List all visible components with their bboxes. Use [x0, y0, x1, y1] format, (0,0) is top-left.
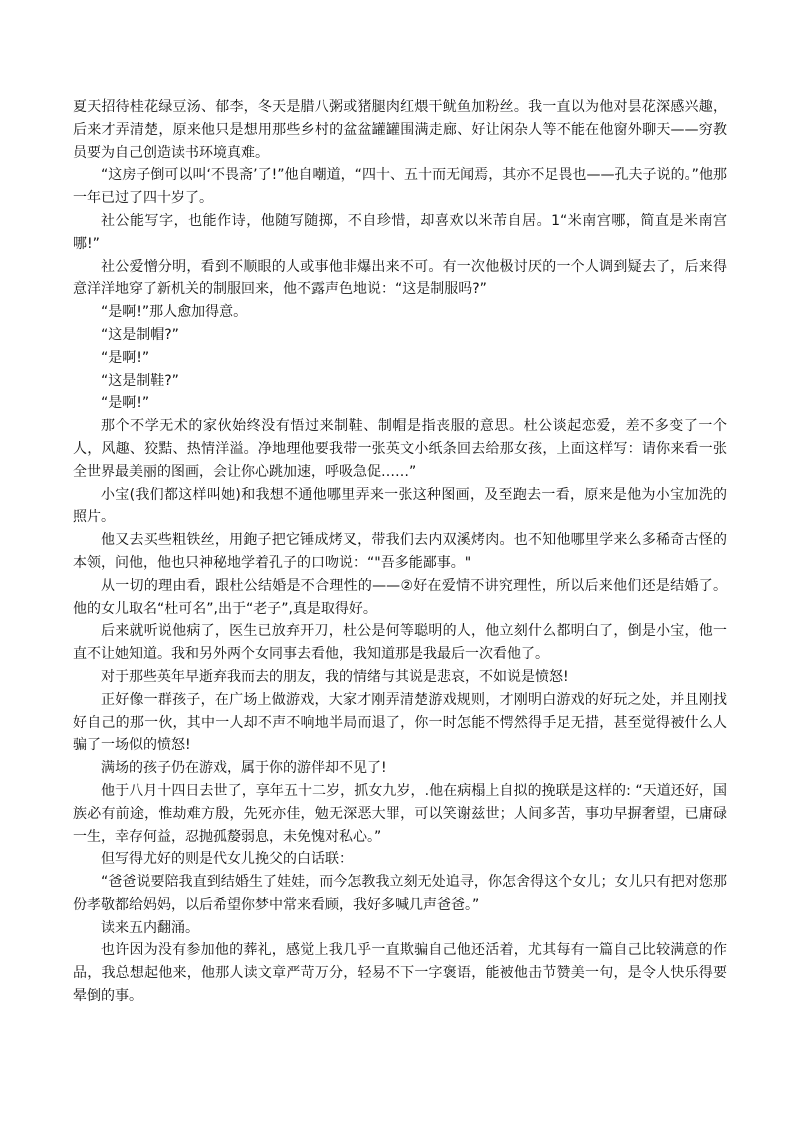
- paragraph-12: 他又去买些粗铁丝，用鉋子把它锤成烤叉，带我们去内双溪烤肉。也不知他哪里学来么多稀奇古怪的本领，问他，他也只神秘地学着孔子的口吻说：“"吾多能鄙事。": [73, 532, 727, 571]
- paragraph-17: 满场的孩子仍在游戏，属于你的游伴却不见了!: [101, 760, 387, 777]
- paragraph-2: “这房子倒可以叫‘不畏斋’了!”他自嘲道，“四十、五十而无闻焉，其亦不足畏也——孔夫子说的。”他那一年已过了四十岁了。: [73, 167, 727, 207]
- paragraph-5: “是啊!”那人愈加得意。: [101, 304, 248, 321]
- paragraph-18: 他于八月十四日去世了，享年五十二岁，抓女九岁，.他在病榻上自拟的挽联是这样的: “天道还好，国族必有前途，惟劫难方殷，先死亦佳，勉无深恶大罪，可以笑谢兹世；人间多苦，事功早摒奢望，已庸碌一生，幸存何益，忍抛孤嫠弱息，未免愧对私心。”: [73, 782, 727, 845]
- paragraph-14: 后来就听说他病了，医生已放弃开刀，杜公是何等聪明的人，他立刻什么都明白了，倒是小宝，他一直不让她知道。我和另外两个女同事去看他，我知道那是我最后一次看他了。: [73, 623, 727, 663]
- paragraph-10: 那个不学无术的家伙始终没有悟过来制鞋、制帽是指丧服的意思。杜公谈起恋爱，差不多变了一个人，风趣、狡黠、热情洋溢。净地理他要我带一张英文小纸条回去给那女孩，上面这样写：请你来看一张全世界最美丽的图画，会让你心跳加速，呼吸急促……”: [73, 418, 727, 480]
- paragraph-13: 从一切的理由看，跟杜公结婚是不合理性的——②好在爱情不讲究理性，所以后来他们还是结婚了。他的女儿取名“杜可名”,出于“老子”,真是取得好。: [73, 577, 727, 617]
- paragraph-9: “是啊!”: [101, 395, 150, 412]
- paragraph-20: “爸爸说要陪我直到结婚生了娃娃，而今怎教我立刻无处追寻，你怎舍得这个女儿；女儿只有把对您那份孝敬都给妈妈，以后希望你梦中常来看顾，我好多喊几声爸爸。”: [73, 874, 727, 913]
- paragraph-21: 读来五内翻涌。: [101, 919, 199, 936]
- paragraph-22: 也许因为没有参加他的葬礼，感觉上我几乎一直欺骗自己他还活着，尤其每有一篇自己比较满意的作品，我总想起他来，他那人读文章严苛万分，轻易不下一字褒语，能被他击节赞美一句，是令人快乐得要晕倒的事。: [73, 942, 727, 1005]
- paragraph-6: “这是制帽?”: [101, 326, 179, 343]
- paragraph-8: “这是制鞋?”: [101, 372, 179, 389]
- paragraph-7: “是啊!”: [101, 349, 150, 366]
- document-body: [73, 96, 727, 1008]
- paragraph-1: 夏天招待桂花绿豆汤、郁李，冬天是腊八粥或猪腿肉红煨干鱿鱼加粉丝。我一直以为他对昙花深感兴趣，后来才弄清楚，原来他只是想用那些乡村的盆盆罐罐围满走廊、好让闲杂人等不能在他窗外聊天——穷教员要为自己创造读书环境真难。: [73, 99, 727, 161]
- paragraph-15: 对于那些英年早逝弃我而去的朋友，我的情绪与其说是悲哀，不如说是愤怒!: [101, 668, 569, 685]
- paragraph-11: 小宝(我们都这样叫她)和我想不通他哪里弄来一张这种图画，及至跑去一看，原来是他为小宝加洗的照片。: [73, 486, 727, 526]
- paragraph-16: 正好像一群孩子，在广场上做游戏，大家才刚弄清楚游戏规则，才刚明白游戏的好玩之处，并且刚找好自己的那一伙，其中一人却不声不响地半局而退了，你一时怎能不愕然得手足无措，甚至觉得被什么人骗了一场似的愤怒!: [73, 691, 727, 754]
- paragraph-4: 社公爱憎分明，看到不顺眼的人或事他非爆出来不可。有一次他极讨厌的一个人调到疑去了，后来得意洋洋地穿了新机关的制服回来，他不露声色地说：“这是制服吗?”: [73, 258, 727, 298]
- paragraph-3: 社公能写字，也能作诗，他随写随掷，不自珍惜，却喜欢以米芾自居。1“米南宫哪，简直是米南宫哪!”: [73, 212, 727, 252]
- paragraph-19: 但写得尤好的则是代女儿挽父的白话联：: [101, 851, 353, 868]
